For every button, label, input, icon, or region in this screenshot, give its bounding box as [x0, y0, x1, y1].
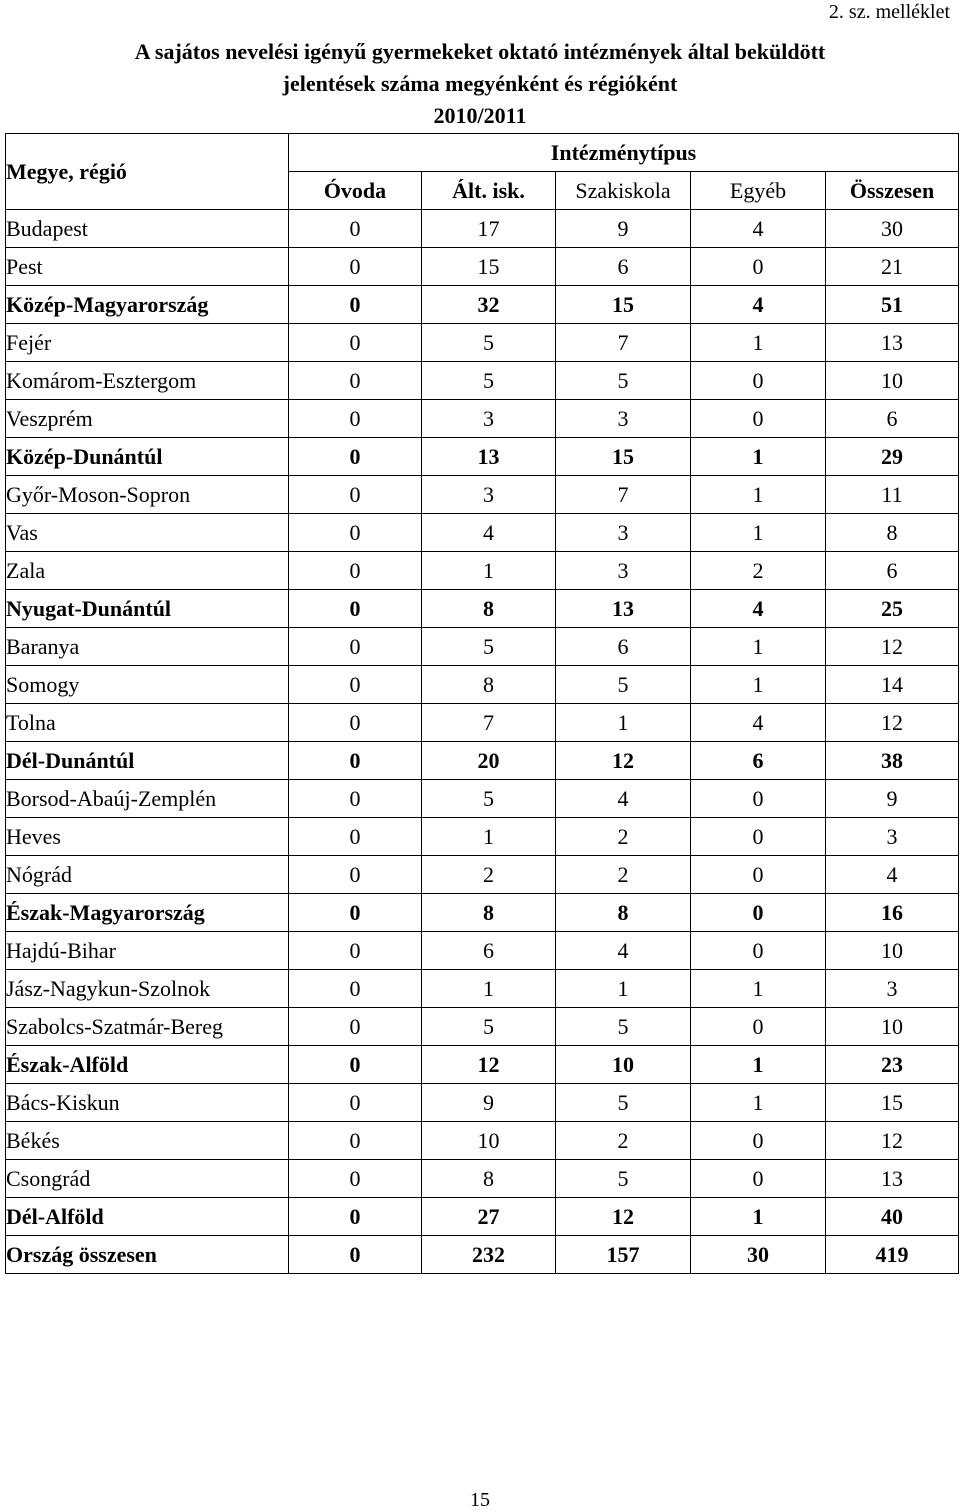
row-value: 0	[289, 362, 422, 400]
row-value: 2	[556, 818, 691, 856]
header-megye-regio: Megye, régió	[6, 134, 289, 210]
row-name: Dél-Alföld	[6, 1198, 289, 1236]
row-value: 1	[422, 970, 556, 1008]
row-value: 0	[289, 400, 422, 438]
row-value: 0	[289, 552, 422, 590]
row-value: 25	[826, 590, 959, 628]
table-row	[6, 742, 959, 780]
row-value: 0	[289, 248, 422, 286]
row-value: 0	[289, 818, 422, 856]
table-row	[6, 666, 959, 704]
row-value: 0	[289, 514, 422, 552]
row-value: 3	[826, 970, 959, 1008]
table-row	[6, 590, 959, 628]
row-value: 1	[422, 552, 556, 590]
row-value: 0	[289, 476, 422, 514]
row-value: 3	[422, 400, 556, 438]
row-value: 1	[691, 628, 826, 666]
row-value: 5	[422, 362, 556, 400]
row-value: 9	[422, 1084, 556, 1122]
row-value: 17	[422, 210, 556, 248]
row-value: 13	[556, 590, 691, 628]
row-value: 1	[691, 514, 826, 552]
row-value: 0	[691, 362, 826, 400]
row-name: Vas	[6, 514, 289, 552]
row-value: 0	[289, 742, 422, 780]
row-value: 15	[422, 248, 556, 286]
row-value: 6	[556, 628, 691, 666]
title-line-1: A sajátos nevelési igényű gyermekeket oktató intézmények által beküldött	[134, 39, 826, 64]
table-row	[6, 400, 959, 438]
row-name: Nógrád	[6, 856, 289, 894]
row-value: 30	[826, 210, 959, 248]
row-value: 0	[691, 818, 826, 856]
row-value: 5	[422, 780, 556, 818]
row-value: 7	[556, 324, 691, 362]
row-value: 7	[556, 476, 691, 514]
row-value: 21	[826, 248, 959, 286]
row-value: 0	[691, 1160, 826, 1198]
row-value: 12	[826, 1122, 959, 1160]
row-name: Somogy	[6, 666, 289, 704]
row-value: 38	[826, 742, 959, 780]
row-name: Borsod-Abaúj-Zemplén	[6, 780, 289, 818]
row-value: 6	[826, 400, 959, 438]
row-value: 0	[691, 780, 826, 818]
table-row	[6, 362, 959, 400]
row-name: Dél-Dunántúl	[6, 742, 289, 780]
table-body	[6, 210, 959, 1274]
row-value: 4	[691, 590, 826, 628]
row-value: 0	[289, 210, 422, 248]
table-row	[6, 1160, 959, 1198]
row-name: Szabolcs-Szatmár-Bereg	[6, 1008, 289, 1046]
table-row	[6, 1236, 959, 1274]
row-value: 0	[289, 704, 422, 742]
row-value: 0	[691, 248, 826, 286]
row-name: Baranya	[6, 628, 289, 666]
row-value: 232	[422, 1236, 556, 1274]
row-name: Békés	[6, 1122, 289, 1160]
row-value: 3	[556, 552, 691, 590]
row-value: 1	[691, 1084, 826, 1122]
table-row	[6, 248, 959, 286]
row-value: 29	[826, 438, 959, 476]
row-value: 11	[826, 476, 959, 514]
row-value: 8	[422, 894, 556, 932]
row-value: 5	[422, 1008, 556, 1046]
row-value: 40	[826, 1198, 959, 1236]
row-value: 2	[691, 552, 826, 590]
row-value: 15	[826, 1084, 959, 1122]
row-value: 0	[289, 780, 422, 818]
row-value: 1	[691, 1198, 826, 1236]
row-value: 10	[826, 932, 959, 970]
row-value: 10	[826, 1008, 959, 1046]
row-value: 5	[556, 1084, 691, 1122]
row-value: 4	[422, 514, 556, 552]
row-value: 9	[556, 210, 691, 248]
annex-label: 2. sz. melléklet	[828, 1, 950, 23]
row-value: 12	[422, 1046, 556, 1084]
row-value: 0	[691, 894, 826, 932]
row-value: 3	[556, 514, 691, 552]
row-value: 6	[691, 742, 826, 780]
row-name: Ország összesen	[6, 1236, 289, 1274]
table-row	[6, 1008, 959, 1046]
row-name: Nyugat-Dunántúl	[6, 590, 289, 628]
row-value: 5	[556, 362, 691, 400]
row-value: 0	[289, 856, 422, 894]
row-name: Fejér	[6, 324, 289, 362]
row-value: 419	[826, 1236, 959, 1274]
row-name: Jász-Nagykun-Szolnok	[6, 970, 289, 1008]
header-szakiskola: Szakiskola	[556, 172, 691, 210]
row-name: Csongrád	[6, 1160, 289, 1198]
row-value: 5	[556, 666, 691, 704]
row-value: 6	[556, 248, 691, 286]
row-value: 3	[826, 818, 959, 856]
table-row	[6, 780, 959, 818]
row-name: Zala	[6, 552, 289, 590]
row-value: 0	[691, 856, 826, 894]
table-row	[6, 894, 959, 932]
row-value: 12	[556, 1198, 691, 1236]
row-value: 5	[556, 1008, 691, 1046]
row-value: 5	[422, 324, 556, 362]
table-row	[6, 1122, 959, 1160]
row-value: 0	[289, 894, 422, 932]
header-osszesen: Összesen	[826, 172, 959, 210]
row-value: 13	[826, 1160, 959, 1198]
row-value: 16	[826, 894, 959, 932]
table-row	[6, 628, 959, 666]
row-value: 1	[556, 970, 691, 1008]
row-value: 0	[289, 1084, 422, 1122]
row-value: 1	[691, 970, 826, 1008]
row-value: 0	[691, 932, 826, 970]
row-value: 4	[691, 210, 826, 248]
row-value: 2	[422, 856, 556, 894]
row-value: 0	[289, 1046, 422, 1084]
row-value: 3	[556, 400, 691, 438]
row-value: 0	[289, 1008, 422, 1046]
row-value: 4	[556, 780, 691, 818]
row-name: Észak-Alföld	[6, 1046, 289, 1084]
header-ovoda: Óvoda	[289, 172, 422, 210]
table-row	[6, 704, 959, 742]
table-row	[6, 818, 959, 856]
row-value: 20	[422, 742, 556, 780]
table-row	[6, 476, 959, 514]
row-name: Pest	[6, 248, 289, 286]
row-value: 0	[289, 286, 422, 324]
row-name: Komárom-Esztergom	[6, 362, 289, 400]
row-value: 13	[826, 324, 959, 362]
row-name: Észak-Magyarország	[6, 894, 289, 932]
row-name: Közép-Magyarország	[6, 286, 289, 324]
row-value: 10	[422, 1122, 556, 1160]
table-row	[6, 1046, 959, 1084]
row-value: 8	[422, 590, 556, 628]
row-value: 0	[691, 1122, 826, 1160]
row-value: 8	[422, 1160, 556, 1198]
row-value: 15	[556, 438, 691, 476]
row-value: 6	[826, 552, 959, 590]
row-value: 4	[691, 286, 826, 324]
row-value: 8	[556, 894, 691, 932]
table-row	[6, 552, 959, 590]
report-table	[5, 133, 959, 1274]
row-value: 0	[289, 1160, 422, 1198]
row-value: 1	[691, 324, 826, 362]
table-row	[6, 514, 959, 552]
row-value: 4	[691, 704, 826, 742]
row-value: 8	[422, 666, 556, 704]
row-value: 0	[289, 1236, 422, 1274]
row-value: 5	[556, 1160, 691, 1198]
row-value: 15	[556, 286, 691, 324]
row-value: 157	[556, 1236, 691, 1274]
row-value: 10	[556, 1046, 691, 1084]
header-intezmenytipus: Intézménytípus	[289, 134, 959, 172]
row-value: 30	[691, 1236, 826, 1274]
row-value: 27	[422, 1198, 556, 1236]
title-line-2: jelentések száma megyénként és régióként	[282, 71, 678, 96]
row-value: 1	[691, 476, 826, 514]
row-value: 0	[691, 1008, 826, 1046]
row-value: 0	[691, 400, 826, 438]
row-value: 4	[556, 932, 691, 970]
table-row	[6, 1084, 959, 1122]
row-value: 51	[826, 286, 959, 324]
row-name: Bács-Kiskun	[6, 1084, 289, 1122]
row-value: 0	[289, 438, 422, 476]
row-value: 1	[691, 438, 826, 476]
row-value: 0	[289, 628, 422, 666]
row-name: Veszprém	[6, 400, 289, 438]
row-name: Közép-Dunántúl	[6, 438, 289, 476]
row-name: Budapest	[6, 210, 289, 248]
row-value: 7	[422, 704, 556, 742]
row-value: 12	[826, 628, 959, 666]
row-value: 2	[556, 856, 691, 894]
row-value: 1	[556, 704, 691, 742]
row-value: 8	[826, 514, 959, 552]
row-value: 1	[691, 666, 826, 704]
row-value: 4	[826, 856, 959, 894]
row-value: 14	[826, 666, 959, 704]
header-alt-isk: Ált. isk.	[422, 172, 556, 210]
title-line-3: 2010/2011	[433, 103, 527, 128]
row-name: Győr-Moson-Sopron	[6, 476, 289, 514]
row-value: 0	[289, 1122, 422, 1160]
row-value: 0	[289, 666, 422, 704]
document-title	[80, 36, 880, 132]
row-value: 12	[826, 704, 959, 742]
row-value: 2	[556, 1122, 691, 1160]
table-header	[6, 134, 959, 210]
row-value: 12	[556, 742, 691, 780]
header-egyeb: Egyéb	[691, 172, 826, 210]
row-name: Tolna	[6, 704, 289, 742]
table-row	[6, 1198, 959, 1236]
row-value: 0	[289, 970, 422, 1008]
row-value: 6	[422, 932, 556, 970]
table-row	[6, 856, 959, 894]
table-row	[6, 438, 959, 476]
table-row	[6, 210, 959, 248]
table-row	[6, 970, 959, 1008]
row-name: Heves	[6, 818, 289, 856]
row-value: 1	[422, 818, 556, 856]
row-value: 23	[826, 1046, 959, 1084]
row-value: 0	[289, 1198, 422, 1236]
row-value: 5	[422, 628, 556, 666]
row-value: 0	[289, 324, 422, 362]
row-value: 9	[826, 780, 959, 818]
table-row	[6, 324, 959, 362]
row-name: Hajdú-Bihar	[6, 932, 289, 970]
row-value: 10	[826, 362, 959, 400]
row-value: 3	[422, 476, 556, 514]
table-row	[6, 932, 959, 970]
page-number: 15	[470, 1489, 490, 1511]
row-value: 1	[691, 1046, 826, 1084]
row-value: 32	[422, 286, 556, 324]
row-value: 13	[422, 438, 556, 476]
table-row	[6, 286, 959, 324]
row-value: 0	[289, 590, 422, 628]
row-value: 0	[289, 932, 422, 970]
